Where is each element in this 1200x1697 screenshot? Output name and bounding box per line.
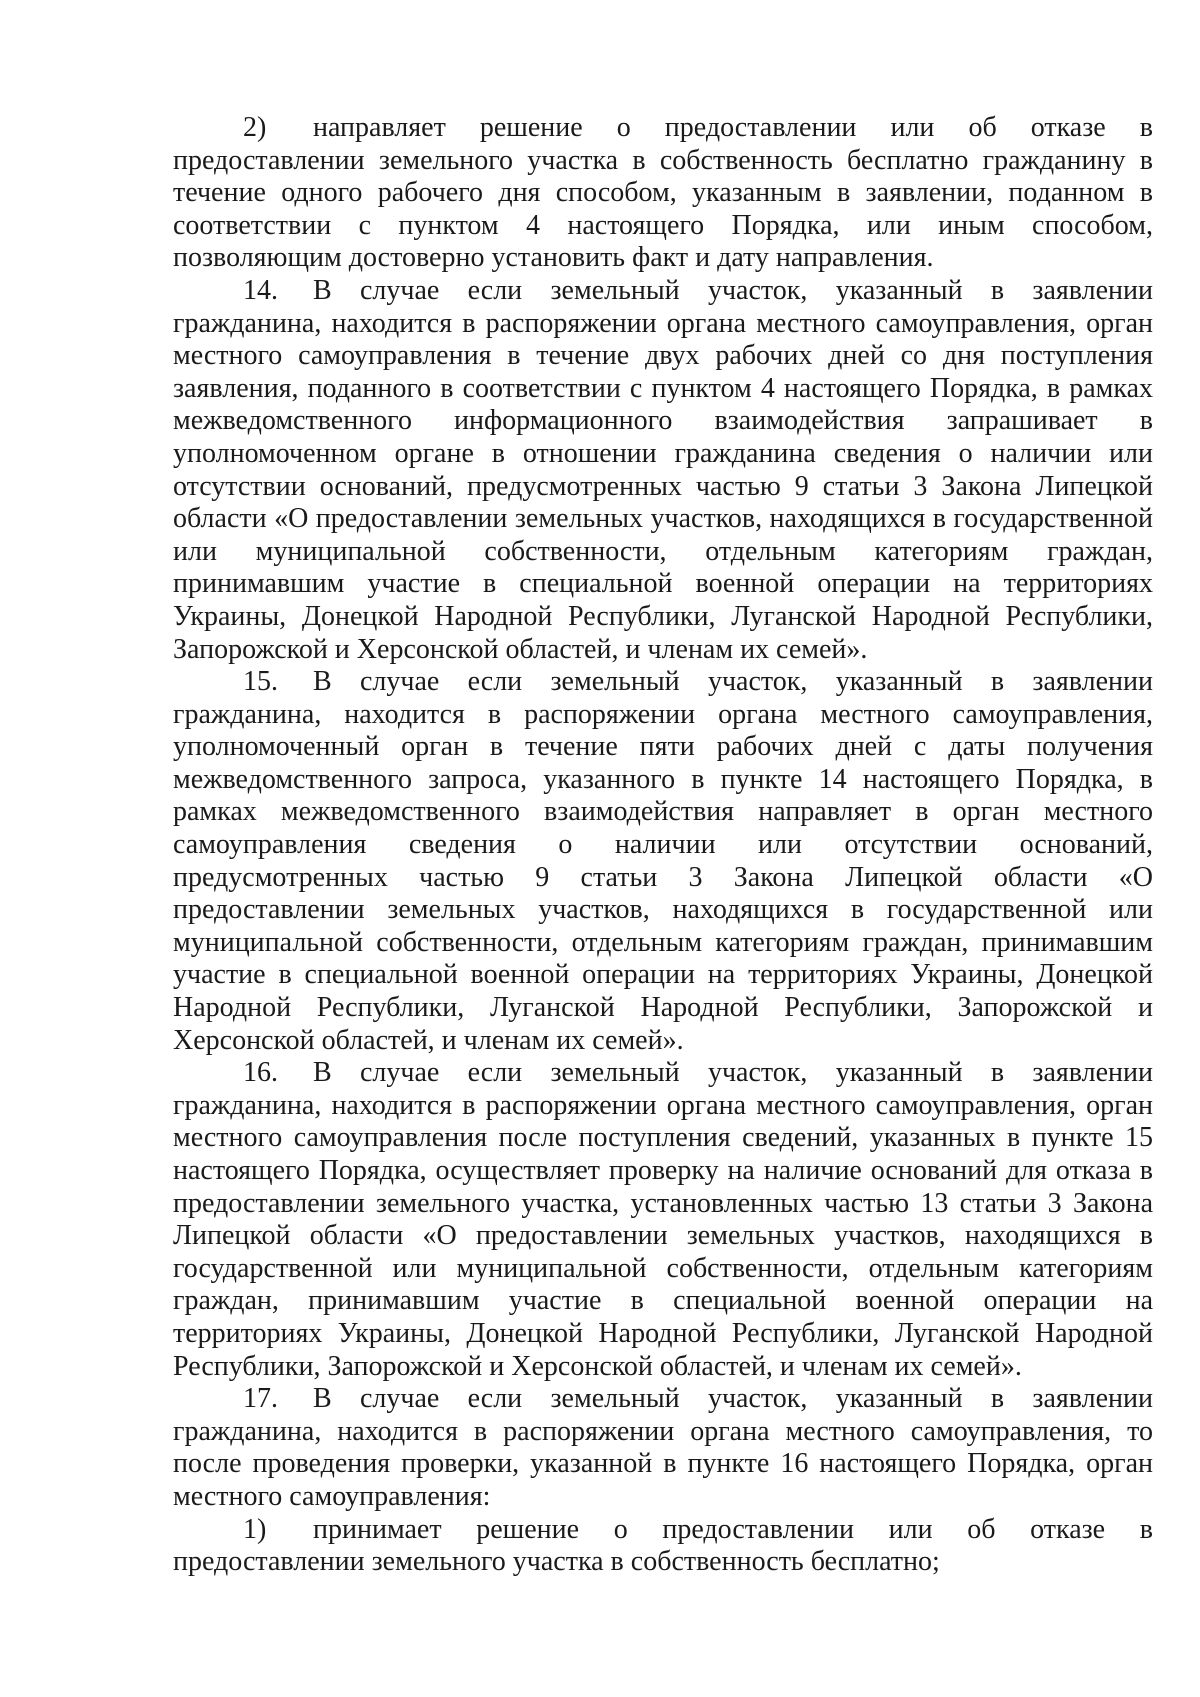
paragraph-text: В случае если земельный участок, указанный в заявлении гражданина, находится в распоряжении органа местного самоуправления, то после проведения проверки, указанной в пункте 16 настоящего Порядка, орган местного самоуправления:	[173, 1383, 1153, 1512]
paragraph-16	[173, 1057, 1153, 1383]
paragraph-number: 16.	[243, 1057, 278, 1089]
paragraph-2	[173, 112, 1153, 275]
paragraph-text: В случае если земельный участок, указанный в заявлении гражданина, находится в распоряжении органа местного самоуправления, уполномоченный орган в течение пяти рабочих дней с даты получения межведомственного запроса, указанного в пункте 14 настоящего Порядка, в рамках межведомственного взаимодействия направляет в орган местного самоуправления сведения о наличии или отсутствии оснований, предусмотренных частью 9 статьи 3 Закона Липецкой области «О предоставлении земельных участков, находящихся в государственной или муниципальной собственности, отдельным категориям граждан, принимавшим участие в специальной военной операции на территориях Украины, Донецкой Народной Республики, Луганской Народной Республики, Запорожской и Херсонской областей, и членам их семей».	[173, 666, 1153, 1056]
paragraph-17-item-1	[173, 1514, 1153, 1579]
paragraph-number: 14.	[243, 274, 278, 306]
paragraph-number: 15.	[243, 666, 278, 698]
paragraph-text: направляет решение о предоставлении или об отказе в предоставлении земельного участка в собственность бесплатно гражданину в течение одного рабочего дня способом, указанным в заявлении, поданном в соответствии с пунктом 4 настоящего Порядка, или иным способом, позволяющим достоверно установить факт и дату направления.	[173, 112, 1153, 274]
document-page	[173, 112, 1153, 1579]
paragraph-number: 17.	[243, 1383, 278, 1415]
paragraph-text: В случае если земельный участок, указанный в заявлении гражданина, находится в распоряжении органа местного самоуправления, орган местного самоуправления в течение двух рабочих дней со дня поступления заявления, поданного в соответствии с пунктом 4 настоящего Порядка, в рамках межведомственного информационного взаимодействия запрашивает в уполномоченном органе в отношении гражданина сведения о наличии или отсутствии оснований, предусмотренных частью 9 статьи 3 Закона Липецкой области «О предоставлении земельных участков, находящихся в государственной или муниципальной собственности, отдельным категориям граждан, принимавшим участие в специальной военной операции на территориях Украины, Донецкой Народной Республики, Луганской Народной Республики, Запорожской и Херсонской областей, и членам их семей».	[173, 274, 1153, 665]
paragraph-text: В случае если земельный участок, указанный в заявлении гражданина, находится в распоряжении органа местного самоуправления, орган местного самоуправления после поступления сведений, указанных в пункте 15 настоящего Порядка, осуществляет проверку на наличие оснований для отказа в предоставлении земельного участка, установленных частью 13 статьи 3 Закона Липецкой области «О предоставлении земельных участков, находящихся в государственной или муниципальной собственности, отдельным категориям граждан, принимавшим участие в специальной военной операции на территориях Украины, Донецкой Народной Республики, Луганской Народной Республики, Запорожской и Херсонской областей, и членам их семей».	[173, 1057, 1153, 1382]
paragraph-text: принимает решение о предоставлении или об отказе в предоставлении земельного участка в собственность бесплатно;	[173, 1513, 1153, 1578]
paragraph-17	[173, 1383, 1153, 1513]
paragraph-number: 1)	[243, 1513, 267, 1545]
paragraph-14	[173, 275, 1153, 666]
paragraph-number: 2)	[243, 112, 267, 143]
paragraph-15	[173, 666, 1153, 1057]
